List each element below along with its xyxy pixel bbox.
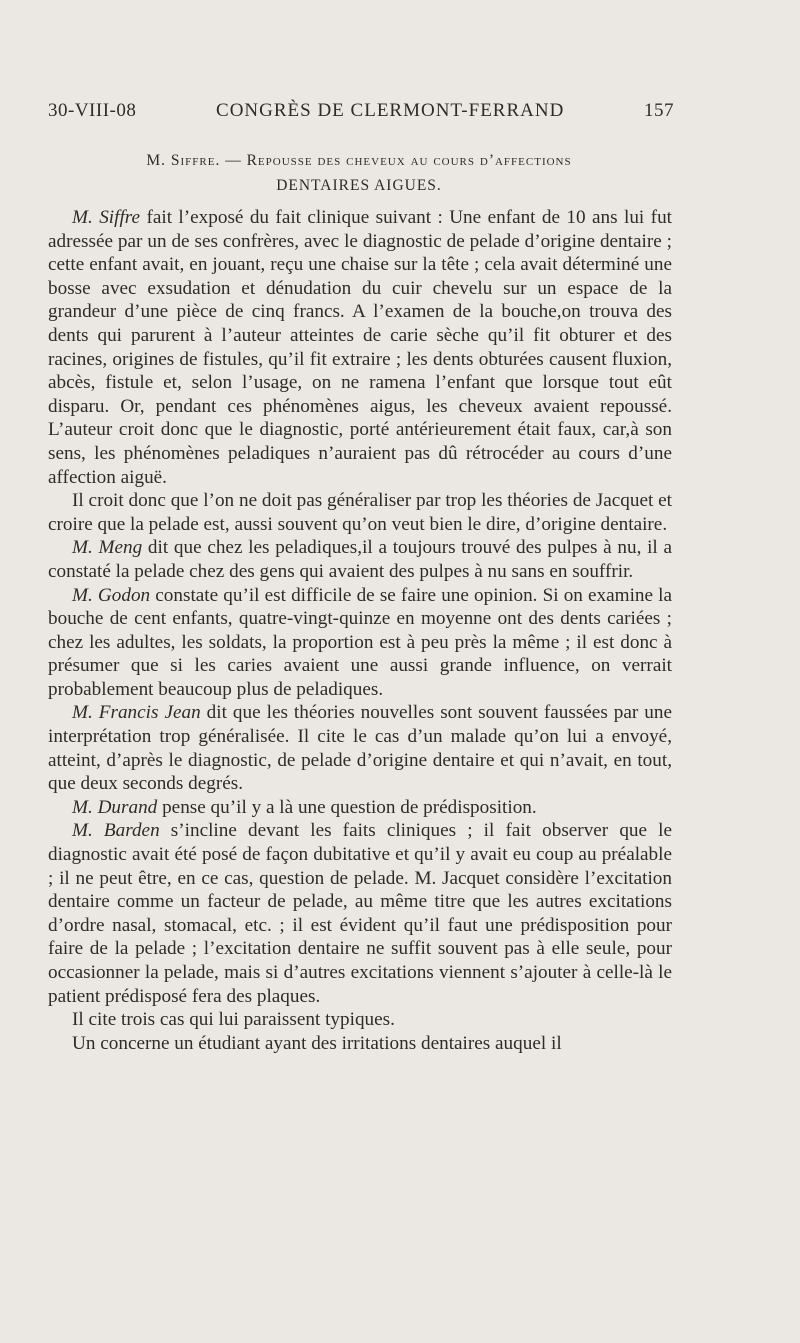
paragraph <box>48 584 672 702</box>
paragraph <box>48 489 672 536</box>
speaker-name: M. Francis Jean <box>72 702 201 724</box>
running-title: CONGRÈS DE CLERMONT-FERRAND <box>216 100 565 121</box>
speaker-name: M. Siffre <box>72 207 141 228</box>
title-line-1: Repousse des cheveux au cours d’affections <box>246 152 572 169</box>
title-line-2: DENTAIRES AIGUES. <box>276 177 442 194</box>
running-header <box>48 100 674 122</box>
paragraph-text: fait l’exposé du fait clinique suivant : Une enfant de 10 ans lui fut adressée par un de ses confrères, avec le diagnostic de pelade d’origine dentaire ; cette enfant avait, en jouant, reçu une chaise sur la tête ; cela avait déterminé une bosse avec exsudation et dénudation du cuir chevelu sur un espace de la grandeur d’une pièce de cinq francs. A l’examen de la bouche,on trouva des dents qui parurent à l’auteur atteintes de carie sèche qu’il fit obturer et des racines, origines de fistules, qu’il fit extraire ; les dents obturées causent fluxion, abcès, fistule et, selon l’usage, on ne ramena l’enfant que lorsque tout eût disparu. Or, pendant ces phénomènes aigus, les cheveux avaient repoussé. L’auteur croit donc que le diagnostic, porté antérieurement était faux, car,à son sens, les phénomènes peladiques n’auraient pas dû rétrocéder au cours d’une affection aiguë. <box>48 207 672 488</box>
paragraph <box>48 701 672 795</box>
paragraph <box>48 819 672 1008</box>
speaker-name: M. Durand <box>72 796 158 818</box>
paragraph-text: dit que chez les peladiques,il a toujours trouvé des pulpes à nu, il a constaté la pelade chez des gens qui avaient des pulpes à nu sans en souffrir. <box>48 537 673 582</box>
title-author: M. Siffre. <box>146 152 221 169</box>
paragraph-text: pense qu’il y a là une question de prédisposition. <box>157 796 537 818</box>
paragraph <box>48 536 672 583</box>
paragraph-text: s’incline devant les faits cliniques ; il fait observer que le diagnostic avait été posé de façon dubitative et qu’il y avait eu coup au préalable ; il ne peut être, en ce cas, question de pelade. M. Jacquet considère l’excitation dentaire comme un facteur de pelade, au même titre que les autres excitations d’ordre nasal, stomacal, etc. ; il est évident qu’il faut une prédisposition pour faire de la pelade ; l’excitation dentaire ne suffit souvent pas à elle seule, pour occasionner la pelade, mais si d’autres excitations viennent s’ajouter à celle-là le patient prédisposé fera des plaques. <box>48 820 672 1007</box>
paragraph <box>48 796 672 820</box>
section-title <box>48 148 670 198</box>
header-date: 30-VIII-08 <box>48 100 137 121</box>
paragraph <box>48 1032 672 1056</box>
paragraph-text: constate qu’il est difficile de se faire une opinion. Si on examine la bouche de cent enfants, quatre-vingt-quinze en moyenne ont des dents cariées ; chez les adultes, les soldats, la proportion est à peu près la même ; il est donc à présumer que si les caries avaient une aussi grande influence, on verrait probablement beaucoup plus de peladiques. <box>48 584 672 700</box>
speaker-name: M. Godon <box>72 584 151 606</box>
paragraph-text: Il croit donc que l’on ne doit pas généraliser par trop les théories de Jacquet et croire que la pelade est, aussi souvent qu’on veut bien le dire, d’origine dentaire. <box>48 490 672 535</box>
body-text <box>48 206 672 1055</box>
paragraph-text: Un concerne un étudiant ayant des irritations dentaires auquel il <box>72 1032 562 1054</box>
page-number: 157 <box>643 100 674 121</box>
paragraph-text: dit que les théories nouvelles sont souvent faussées par une interprétation trop généralisée. Il cite le cas d’un malade qu’on lui a envoyé, atteint, d’après le diagnostic, de pelade d’origine dentaire et qui n’avait, en tout, que deux seconds degrés. <box>48 702 672 795</box>
paragraph <box>48 1008 672 1032</box>
title-dash: — <box>220 152 247 169</box>
speaker-name: M. Meng <box>72 537 143 559</box>
speaker-name: M. Barden <box>72 820 160 842</box>
paragraph <box>48 206 672 489</box>
paragraph-text: Il cite trois cas qui lui paraissent typiques. <box>72 1009 395 1031</box>
